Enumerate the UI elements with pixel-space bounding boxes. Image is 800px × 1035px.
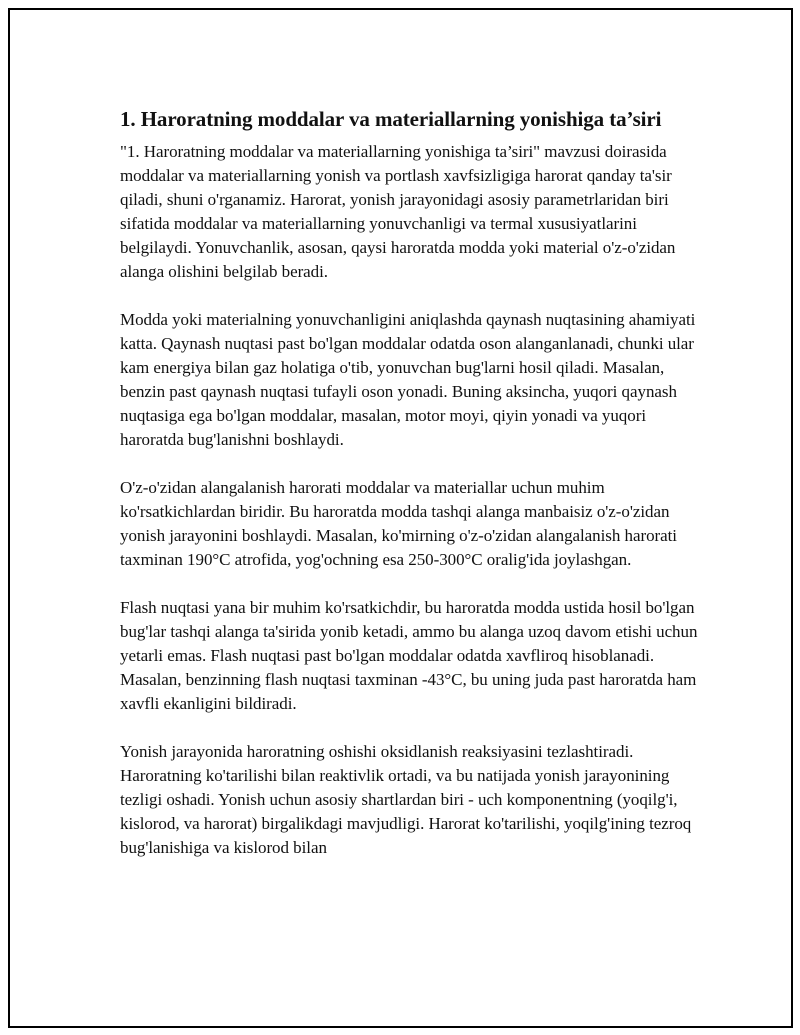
paragraph-2: Modda yoki materialning yonuvchanligini aniqlashda qaynash nuqtasining ahamiyati katta. Qaynash nuqtasi past bo'lgan moddalar odatda oson alanganlanadi, chunki ular kam energiya bilan gaz holatiga o'tib, yonuvchan bug'larni hosil qiladi. Masalan, benzin past qaynash nuqtasi tufayli oson yonadi. Buning aksincha, yuqori qaynash nuqtasiga ega bo'lgan moddalar, masalan, motor moyi, qiyin yonadi va yuqori haroratda bug'lanishni boshlaydi. [120,310,696,449]
paragraph-4: Flash nuqtasi yana bir muhim ko'rsatkichdir, bu haroratda modda ustida hosil bo'lgan bug'lar tashqi alanga ta'sirida yonib ketadi, ammo bu alanga uzoq davom etishi uchun yetarli emas. Flash nuqtasi past bo'lgan moddalar odatda xavfliroq hisoblanadi. Masalan, benzinning flash nuqtasi taxminan -43°C, bu uning juda past haroratda ham xavfli ekanligini bildiradi. [120,598,698,713]
page-frame [8,8,793,1028]
paragraph-1: "1. Haroratning moddalar va materiallarning yonishiga ta’siri" mavzusi doirasida moddalar va materiallarning yonish va portlash xavfsizligiga harorat qanday ta'sir qiladi, shuni o'rganamiz. Harorat, yonish jarayonidagi asosiy parametrlaridan biri sifatida moddalar va materiallarning yonuvchanligi va termal xususiyatlarini belgilaydi. Yonuvchanlik, asosan, qaysi haroratda modda yoki material o'z-o'zidan alanga olishini belgilab beradi. [120,142,676,281]
paragraph-3: O'z-o'zidan alangalanish harorati moddalar va materiallar uchun muhim ko'rsatkichlardan biridir. Bu haroratda modda tashqi alanga manbaisiz o'z-o'zidan yonish jarayonini boshlaydi. Masalan, ko'mirning o'z-o'zidan alangalanish harorati taxminan 190°C atrofida, yog'ochning esa 250-300°C oralig'ida joylashgan. [120,478,677,569]
document-title: 1. Haroratning moddalar va materiallarning yonishiga ta’siri [120,107,662,131]
document-body [120,106,700,884]
paragraph-5: Yonish jarayonida haroratning oshishi oksidlanish reaksiyasini tezlashtiradi. Haroratning ko'tarilishi bilan reaktivlik ortadi, va bu natijada yonish jarayonining tezligi oshadi. Yonish uchun asosiy shartlardan biri - uch komponentning (yoqilg'i, kislorod, va harorat) birgalikdagi mavjudligi. Harorat ko'tarilishi, yoqilg'ining tezroq bug'lanishiga va kislorod bilan [120,742,692,857]
